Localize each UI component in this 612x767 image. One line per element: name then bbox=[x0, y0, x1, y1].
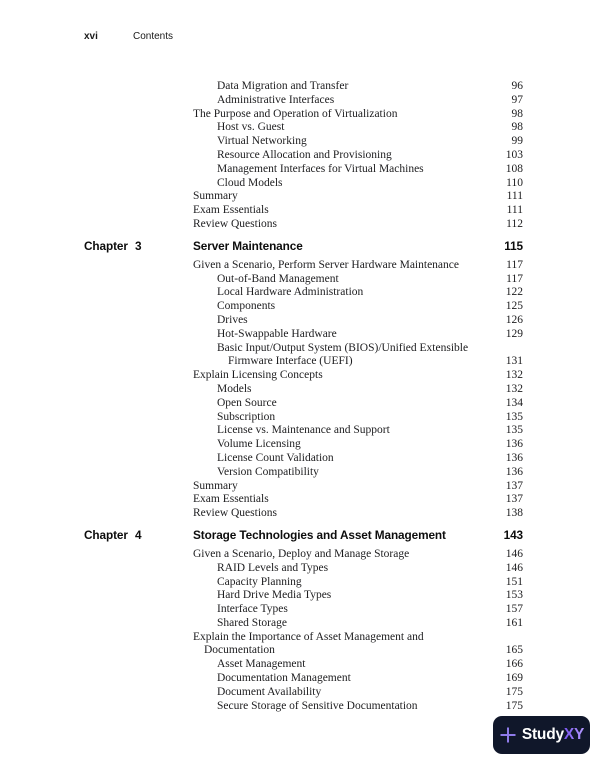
badge-wordmark bbox=[522, 726, 584, 744]
entry-title: Cloud Models bbox=[217, 176, 283, 189]
toc-entry-row bbox=[84, 369, 523, 383]
toc-entry-row bbox=[84, 259, 523, 273]
toc-entry-row bbox=[84, 190, 523, 204]
entry-page-number: 131 bbox=[505, 355, 523, 368]
entry-page-number: 146 bbox=[505, 547, 523, 560]
toc-entry-row bbox=[84, 466, 523, 480]
entry-title: Documentation bbox=[204, 644, 275, 657]
entry-title: Given a Scenario, Perform Server Hardware Maintenance bbox=[193, 258, 459, 271]
entry-page-number: 175 bbox=[505, 699, 523, 712]
entry-page-number: 151 bbox=[505, 575, 523, 588]
chapter-heading-row bbox=[84, 528, 523, 542]
entry-title: Virtual Networking bbox=[217, 135, 307, 148]
entry-title: Interface Types bbox=[217, 603, 288, 616]
entry-title: Out-of-Band Management bbox=[217, 272, 339, 285]
entry-page-number: 157 bbox=[505, 603, 523, 616]
entry-title: Drives bbox=[217, 313, 248, 326]
entry-title: Exam Essentials bbox=[193, 493, 269, 506]
entry-title: Documentation Management bbox=[217, 672, 351, 685]
entry-title: Data Migration and Transfer bbox=[217, 80, 349, 92]
toc-entry-row bbox=[84, 700, 523, 714]
entry-title: License vs. Maintenance and Support bbox=[217, 424, 390, 437]
toc-entry-row bbox=[84, 411, 523, 425]
entry-title: License Count Validation bbox=[217, 451, 334, 464]
toc-entry-row bbox=[84, 397, 523, 411]
toc-entry-row bbox=[84, 438, 523, 452]
entry-page-number: 117 bbox=[506, 272, 523, 285]
chapter-title: Server Maintenance bbox=[193, 238, 303, 253]
entry-title: Management Interfaces for Virtual Machines bbox=[217, 162, 424, 175]
entry-page-number: 138 bbox=[505, 507, 523, 520]
toc-entry-row bbox=[84, 218, 523, 232]
entry-page-number: 146 bbox=[505, 561, 523, 574]
entry-title: Volume Licensing bbox=[217, 438, 301, 451]
entry-page-number: 125 bbox=[505, 300, 523, 313]
toc-entry-row bbox=[84, 342, 523, 356]
entry-title: Basic Input/Output System (BIOS)/Unified Extensible bbox=[217, 341, 469, 354]
entry-page-number: 132 bbox=[505, 369, 523, 382]
chapter-page-number: 143 bbox=[503, 527, 523, 542]
toc-entry-row bbox=[84, 135, 523, 149]
entry-page-number: 97 bbox=[511, 93, 523, 106]
entry-title: Given a Scenario, Deploy and Manage Storage bbox=[193, 547, 410, 560]
entry-title: Shared Storage bbox=[217, 616, 287, 629]
entry-title: Review Questions bbox=[193, 507, 278, 520]
entry-title: Asset Management bbox=[217, 658, 306, 671]
entry-page-number: 126 bbox=[505, 313, 523, 326]
toc-entry-row bbox=[84, 355, 523, 369]
chapter-label: Chapter bbox=[84, 527, 128, 542]
entry-page-number: 98 bbox=[511, 121, 523, 134]
entry-page-number: 96 bbox=[511, 80, 523, 92]
entry-page-number: 117 bbox=[506, 258, 523, 271]
entry-page-number: 111 bbox=[506, 190, 523, 203]
entry-title: Host vs. Guest bbox=[217, 121, 285, 134]
entry-title: RAID Levels and Types bbox=[217, 561, 329, 574]
chapter-label: Chapter bbox=[84, 238, 128, 253]
entry-page-number: 153 bbox=[505, 589, 523, 602]
entry-page-number: 98 bbox=[511, 107, 523, 120]
toc-entry-row bbox=[84, 149, 523, 163]
toc-entry-row bbox=[84, 452, 523, 466]
toc-entry-row bbox=[84, 589, 523, 603]
running-head-title: Contents bbox=[133, 31, 174, 42]
toc-entry-row bbox=[84, 603, 523, 617]
table-of-contents bbox=[84, 80, 523, 713]
toc-entry-row bbox=[84, 121, 523, 135]
entry-title: Firmware Interface (UEFI) bbox=[228, 355, 353, 368]
entry-title: Components bbox=[217, 300, 276, 313]
entry-page-number: 99 bbox=[511, 135, 523, 148]
entry-title: Resource Allocation and Provisioning bbox=[217, 148, 392, 161]
toc-entry-row bbox=[84, 507, 523, 521]
entry-title: Models bbox=[217, 382, 252, 395]
toc-entry-row bbox=[84, 631, 523, 645]
badge-text-primary: Study bbox=[521, 726, 564, 743]
plus-icon bbox=[499, 726, 517, 744]
entry-page-number: 132 bbox=[505, 382, 523, 395]
entry-title: Version Compatibility bbox=[217, 465, 319, 478]
entry-title: Secure Storage of Sensitive Documentation bbox=[217, 699, 418, 712]
entry-page-number: 136 bbox=[505, 465, 523, 478]
entry-title: Subscription bbox=[217, 410, 276, 423]
entry-page-number: 137 bbox=[505, 493, 523, 506]
entry-title: The Purpose and Operation of Virtualization bbox=[193, 107, 398, 120]
chapter-number: 3 bbox=[135, 238, 142, 253]
entry-title: Summary bbox=[193, 479, 238, 492]
entry-page-number: 134 bbox=[505, 396, 523, 409]
running-head bbox=[84, 31, 173, 42]
entry-page-number: 136 bbox=[505, 438, 523, 451]
chapter-heading-row bbox=[84, 239, 523, 253]
badge-text-accent: XY bbox=[563, 726, 585, 743]
toc-entry-row bbox=[84, 672, 523, 686]
toc-entry-row bbox=[84, 383, 523, 397]
entry-page-number: 103 bbox=[505, 148, 523, 161]
entry-page-number: 175 bbox=[505, 685, 523, 698]
entry-page-number: 135 bbox=[505, 410, 523, 423]
toc-entry-row bbox=[84, 108, 523, 122]
entry-page-number: 166 bbox=[505, 658, 523, 671]
toc-entry-row bbox=[84, 644, 523, 658]
toc-entry-row bbox=[84, 686, 523, 700]
toc-entry-row bbox=[84, 80, 523, 94]
toc-entry-row bbox=[84, 562, 523, 576]
toc-entry-row bbox=[84, 480, 523, 494]
entry-title: Explain the Importance of Asset Management and bbox=[193, 630, 424, 643]
chapter-number: 4 bbox=[135, 527, 142, 542]
entry-page-number: 135 bbox=[505, 424, 523, 437]
entry-page-number: 112 bbox=[506, 217, 523, 230]
entry-page-number: 136 bbox=[505, 451, 523, 464]
toc-entry-row bbox=[84, 658, 523, 672]
toc-entry-row bbox=[84, 204, 523, 218]
entry-title: Review Questions bbox=[193, 217, 278, 230]
entry-title: Open Source bbox=[217, 396, 277, 409]
entry-title: Local Hardware Administration bbox=[217, 286, 364, 299]
entry-page-number: 165 bbox=[505, 644, 523, 657]
entry-title: Explain Licensing Concepts bbox=[193, 369, 323, 382]
toc-entry-row bbox=[84, 314, 523, 328]
chapter-page-number: 115 bbox=[504, 238, 523, 253]
chapter-title: Storage Technologies and Asset Management bbox=[193, 527, 446, 542]
entry-page-number: 122 bbox=[505, 286, 523, 299]
toc-entry-row bbox=[84, 328, 523, 342]
toc-entry-row bbox=[84, 94, 523, 108]
toc-entry-row bbox=[84, 493, 523, 507]
entry-page-number: 169 bbox=[505, 672, 523, 685]
toc-entry-row bbox=[84, 300, 523, 314]
entry-page-number: 110 bbox=[506, 176, 523, 189]
entry-title: Administrative Interfaces bbox=[217, 93, 335, 106]
entry-title: Exam Essentials bbox=[193, 204, 269, 217]
studyxy-badge bbox=[493, 716, 590, 754]
entry-title: Hot-Swappable Hardware bbox=[217, 327, 337, 340]
toc-entry-row bbox=[84, 617, 523, 631]
entry-page-number: 129 bbox=[505, 327, 523, 340]
toc-entry-row bbox=[84, 548, 523, 562]
toc-entry-row bbox=[84, 273, 523, 287]
toc-entry-row bbox=[84, 286, 523, 300]
toc-entry-row bbox=[84, 424, 523, 438]
entry-page-number: 137 bbox=[505, 479, 523, 492]
entry-title: Capacity Planning bbox=[217, 575, 302, 588]
page-folio: xvi bbox=[84, 31, 98, 42]
toc-entry-row bbox=[84, 576, 523, 590]
entry-page-number: 161 bbox=[505, 616, 523, 629]
entry-title: Summary bbox=[193, 190, 238, 203]
entry-page-number: 111 bbox=[506, 204, 523, 217]
entry-page-number: 108 bbox=[505, 162, 523, 175]
toc-entry-row bbox=[84, 177, 523, 191]
entry-title: Document Availability bbox=[217, 685, 322, 698]
toc-entry-row bbox=[84, 163, 523, 177]
entry-title: Hard Drive Media Types bbox=[217, 589, 332, 602]
